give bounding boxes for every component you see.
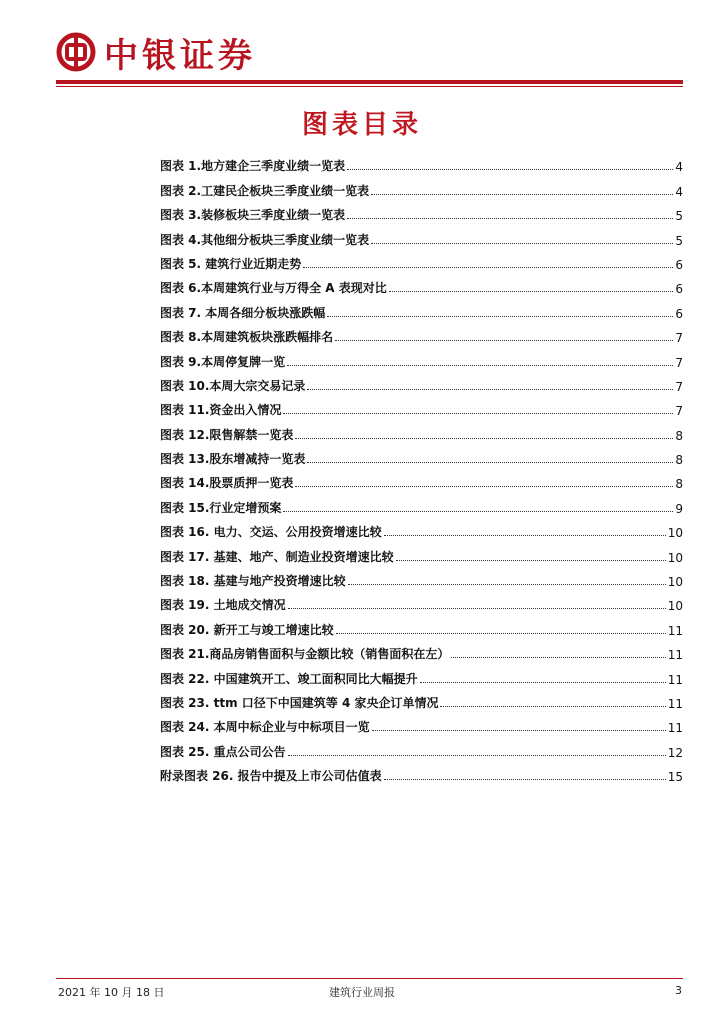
toc-leader-dots bbox=[283, 412, 673, 414]
toc-entry-label: 图表 11.资金出入情况 bbox=[160, 403, 282, 418]
toc-leader-dots bbox=[384, 778, 666, 780]
toc-entry-label: 图表 10.本周大宗交易记录 bbox=[160, 378, 306, 393]
toc-entry[interactable] bbox=[160, 443, 683, 467]
toc-entry[interactable] bbox=[160, 223, 683, 247]
toc-leader-dots bbox=[347, 168, 673, 170]
toc-leader-dots bbox=[327, 315, 673, 317]
toc-leader-dots bbox=[451, 656, 665, 658]
footer-date: 2021 年 10 月 18 日 bbox=[58, 986, 165, 999]
toc-entry-label: 图表 1.地方建企三季度业绩一览表 bbox=[160, 159, 346, 174]
toc-leader-dots bbox=[384, 534, 666, 536]
toc-entry[interactable] bbox=[160, 150, 683, 174]
toc-entry-label: 图表 9.本周停复牌一览 bbox=[160, 354, 286, 369]
toc-leader-dots bbox=[307, 461, 673, 463]
toc-entry-page: 6 bbox=[675, 282, 683, 297]
toc-leader-dots bbox=[347, 217, 673, 219]
toc-entry-label: 图表 5. 建筑行业近期走势 bbox=[160, 256, 302, 271]
header-divider bbox=[56, 80, 683, 84]
toc-entry-page: 11 bbox=[667, 721, 683, 736]
toc-entry-page: 15 bbox=[667, 770, 683, 785]
toc-entry[interactable] bbox=[160, 565, 683, 589]
toc-entry-label: 图表 16. 电力、交运、公用投资增速比较 bbox=[160, 525, 382, 540]
toc-entry[interactable] bbox=[160, 418, 683, 442]
toc-entry-label: 附录图表 26. 报告中提及上市公司估值表 bbox=[160, 769, 382, 784]
toc-entry-page: 7 bbox=[675, 331, 683, 346]
header-divider-thin bbox=[56, 86, 683, 87]
toc-entry[interactable] bbox=[160, 394, 683, 418]
toc-entry[interactable] bbox=[160, 345, 683, 369]
toc-entry[interactable] bbox=[160, 321, 683, 345]
toc-leader-dots bbox=[371, 193, 673, 195]
toc-leader-dots bbox=[283, 510, 673, 512]
toc-entry-label: 图表 24. 本周中标企业与中标项目一览 bbox=[160, 720, 370, 735]
toc-entry-label: 图表 18. 基建与地产投资增速比较 bbox=[160, 574, 346, 589]
toc-leader-dots bbox=[288, 607, 666, 609]
toc-entry-page: 11 bbox=[667, 696, 683, 711]
toc-entry-page: 12 bbox=[667, 745, 683, 760]
toc-entry-label: 图表 13.股东增减持一览表 bbox=[160, 452, 306, 467]
toc-entry[interactable] bbox=[160, 638, 683, 662]
toc-entry[interactable] bbox=[160, 174, 683, 198]
toc-entry-page: 10 bbox=[667, 526, 683, 541]
toc-entry[interactable] bbox=[160, 540, 683, 564]
toc-entry-label: 图表 7. 本周各细分板块涨跌幅 bbox=[160, 305, 326, 320]
toc-entry-page: 10 bbox=[667, 575, 683, 590]
toc-entry-page: 10 bbox=[667, 550, 683, 565]
toc-leader-dots bbox=[303, 266, 673, 268]
toc-entry-label: 图表 21.商品房销售面积与金额比较（销售面积在左） bbox=[160, 647, 450, 662]
toc-entry-label: 图表 23. ttm 口径下中国建筑等 4 家央企订单情况 bbox=[160, 695, 439, 710]
toc-leader-dots bbox=[287, 364, 673, 366]
toc-entry-label: 图表 14.股票质押一览表 bbox=[160, 476, 294, 491]
toc-entry-page: 9 bbox=[675, 501, 683, 516]
toc-leader-dots bbox=[295, 437, 673, 439]
toc-entry[interactable] bbox=[160, 613, 683, 637]
toc-entry-label: 图表 15.行业定增预案 bbox=[160, 500, 282, 515]
toc-entry-label: 图表 6.本周建筑行业与万得全 A 表现对比 bbox=[160, 281, 387, 296]
toc-leader-dots bbox=[307, 388, 673, 390]
toc-leader-dots bbox=[372, 729, 666, 731]
toc-leader-dots bbox=[335, 339, 673, 341]
toc-leader-dots bbox=[420, 681, 666, 683]
toc-entry[interactable] bbox=[160, 296, 683, 320]
page-header bbox=[0, 0, 724, 90]
toc-entry-page: 8 bbox=[675, 453, 683, 468]
toc-entry-label: 图表 25. 重点公司公告 bbox=[160, 744, 286, 759]
toc-entry[interactable] bbox=[160, 370, 683, 394]
toc-entry[interactable] bbox=[160, 687, 683, 711]
toc-entry-label: 图表 19. 土地成交情况 bbox=[160, 598, 286, 613]
toc-leader-dots bbox=[389, 290, 674, 292]
toc-leader-dots bbox=[396, 559, 666, 561]
toc-entry-label: 图表 2.工建民企板块三季度业绩一览表 bbox=[160, 183, 370, 198]
toc-entry-page: 8 bbox=[675, 428, 683, 443]
toc-entry[interactable] bbox=[160, 248, 683, 272]
toc-entry[interactable] bbox=[160, 516, 683, 540]
toc-entry[interactable] bbox=[160, 589, 683, 613]
toc-entry-label: 图表 8.本周建筑板块涨跌幅排名 bbox=[160, 330, 334, 345]
toc-leader-dots bbox=[348, 583, 666, 585]
toc-leader-dots bbox=[440, 705, 665, 707]
toc-entry-label: 图表 12.限售解禁一览表 bbox=[160, 427, 294, 442]
toc-entry-label: 图表 17. 基建、地产、制造业投资增速比较 bbox=[160, 549, 394, 564]
toc-entry-page: 11 bbox=[667, 648, 683, 663]
toc-entry-label: 图表 22. 中国建筑开工、竣工面积同比大幅提升 bbox=[160, 671, 418, 686]
toc-entry-page: 5 bbox=[675, 233, 683, 248]
toc-entry-page: 4 bbox=[675, 160, 683, 175]
toc-entry-page: 7 bbox=[675, 379, 683, 394]
toc-entry-page: 6 bbox=[675, 306, 683, 321]
toc-entry-page: 4 bbox=[675, 184, 683, 199]
toc-leader-dots bbox=[295, 485, 673, 487]
toc-entry[interactable] bbox=[160, 467, 683, 491]
toc-title: 图表目录 bbox=[301, 110, 422, 140]
toc-entry-page: 6 bbox=[675, 257, 683, 272]
toc-entry[interactable] bbox=[160, 735, 683, 759]
toc-entry[interactable] bbox=[160, 760, 683, 784]
toc-entry-label: 图表 3.装修板块三季度业绩一览表 bbox=[160, 208, 346, 223]
toc-entry-label: 图表 20. 新开工与竣工增速比较 bbox=[160, 622, 334, 637]
toc-entry-page: 11 bbox=[667, 623, 683, 638]
toc-entry[interactable] bbox=[160, 711, 683, 735]
toc-entry-page: 5 bbox=[675, 209, 683, 224]
toc-entry[interactable] bbox=[160, 199, 683, 223]
toc-entry-page: 7 bbox=[675, 355, 683, 370]
toc-entry-page: 7 bbox=[675, 404, 683, 419]
footer-page-number: 3 bbox=[675, 984, 682, 997]
toc-leader-dots bbox=[371, 242, 673, 244]
toc-entry[interactable] bbox=[160, 272, 683, 296]
bank-of-china-logo-icon bbox=[56, 32, 96, 72]
toc-entry-page: 10 bbox=[667, 599, 683, 614]
toc-leader-dots bbox=[336, 632, 666, 634]
toc-entry-page: 11 bbox=[667, 672, 683, 687]
footer-divider bbox=[56, 978, 683, 979]
toc-entry-label: 图表 4.其他细分板块三季度业绩一览表 bbox=[160, 232, 370, 247]
toc-entry[interactable] bbox=[160, 662, 683, 686]
brand-name: 中银证券 bbox=[104, 36, 256, 76]
toc-leader-dots bbox=[288, 754, 666, 756]
footer-report-type: 建筑行业周报 bbox=[329, 986, 395, 999]
toc-entry[interactable] bbox=[160, 491, 683, 515]
toc-entry-page: 8 bbox=[675, 477, 683, 492]
toc-list bbox=[160, 150, 683, 784]
